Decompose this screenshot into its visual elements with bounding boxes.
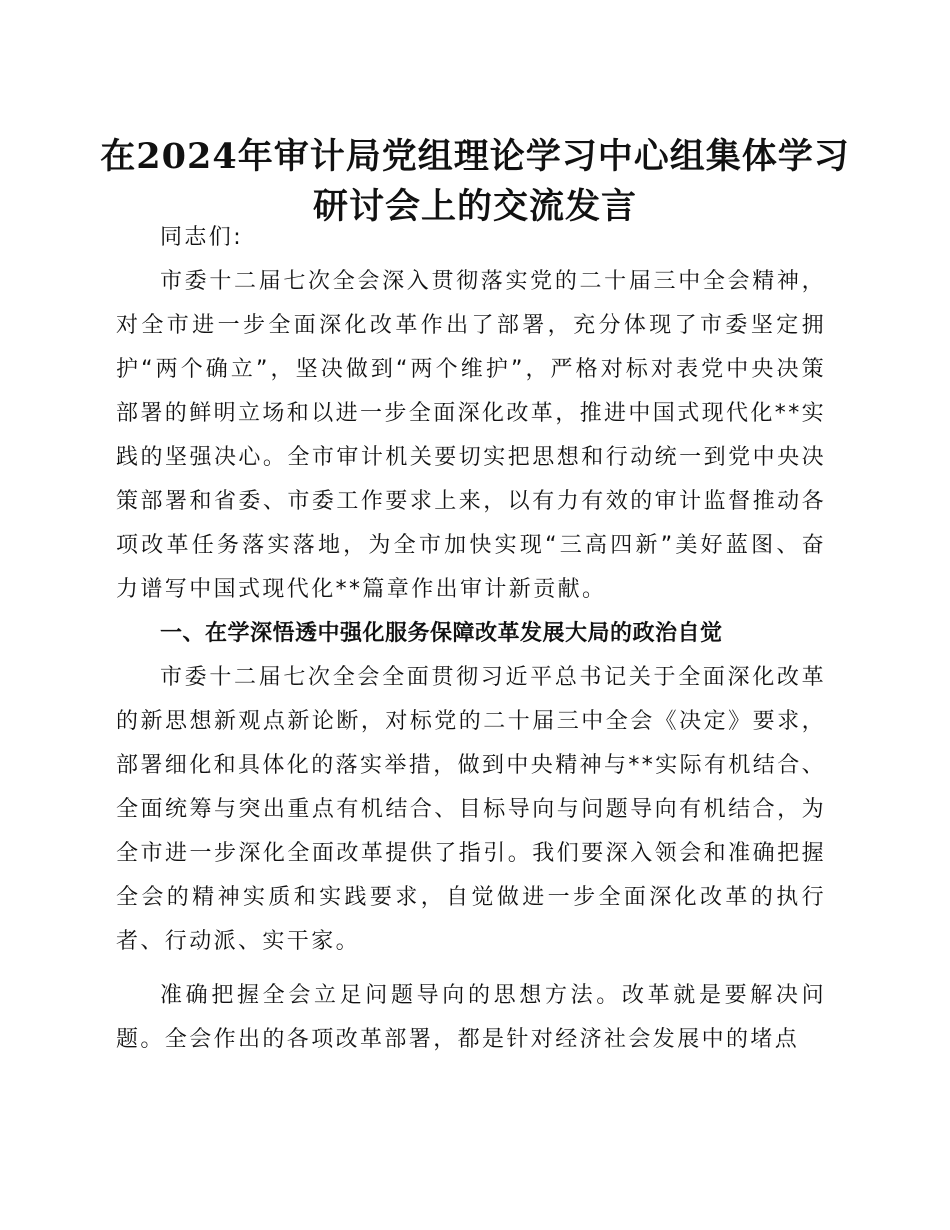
title-line-2: 研讨会上的交流发言 bbox=[312, 186, 637, 227]
salutation: 同志们: bbox=[160, 225, 244, 250]
intro-paragraph: 市委十二届七次全会深入贯彻落实党的二十届三中全会精神，对全市进一步全面深化改革作出了部署，充分体现了市委坚定拥护“两个确立”，坚决做到“两个维护”，严格对标对表党中央决策部署的鲜明立场和以进一步全面深化改革，推进中国式现代化**实践的坚强决心。全市审计机关要切实把思想和行动统一到党中央决策部署和省委、市委工作要求上来，以有力有效的审计监督推动各项改革任务落实落地，为全市加快实现“三高四新”美好蓝图、奋力谱写中国式现代化**篇章作出审计新贡献。 bbox=[116, 269, 827, 602]
document-body bbox=[116, 216, 826, 1062]
section-1-paragraph-1: 市委十二届七次全会全面贯彻习近平总书记关于全面深化改革的新思想新观点新论断，对标党的二十届三中全会《决定》要求，部署细化和具体化的落实举措，做到中央精神与**实际有机结合、全面统筹与突出重点有机结合、目标导向与问题导向有机结合，为全市进一步深化全面改革提供了指引。我们要深入领会和准确把握全会的精神实质和实践要求，自觉做进一步全面深化改革的执行者、行动派、实干家。 bbox=[116, 665, 827, 954]
title-line-1: 在2024年审计局党组理论学习中心组集体学习 bbox=[100, 136, 850, 177]
section-heading-1: 一、在学深悟透中强化服务保障改革发展大局的政治自觉 bbox=[160, 621, 723, 646]
section-1-paragraph-2: 准确把握全会立足问题导向的思想方法。改革就是要解决问题。全会作出的各项改革部署，都是针对经济社会发展中的堵点 bbox=[116, 983, 826, 1052]
